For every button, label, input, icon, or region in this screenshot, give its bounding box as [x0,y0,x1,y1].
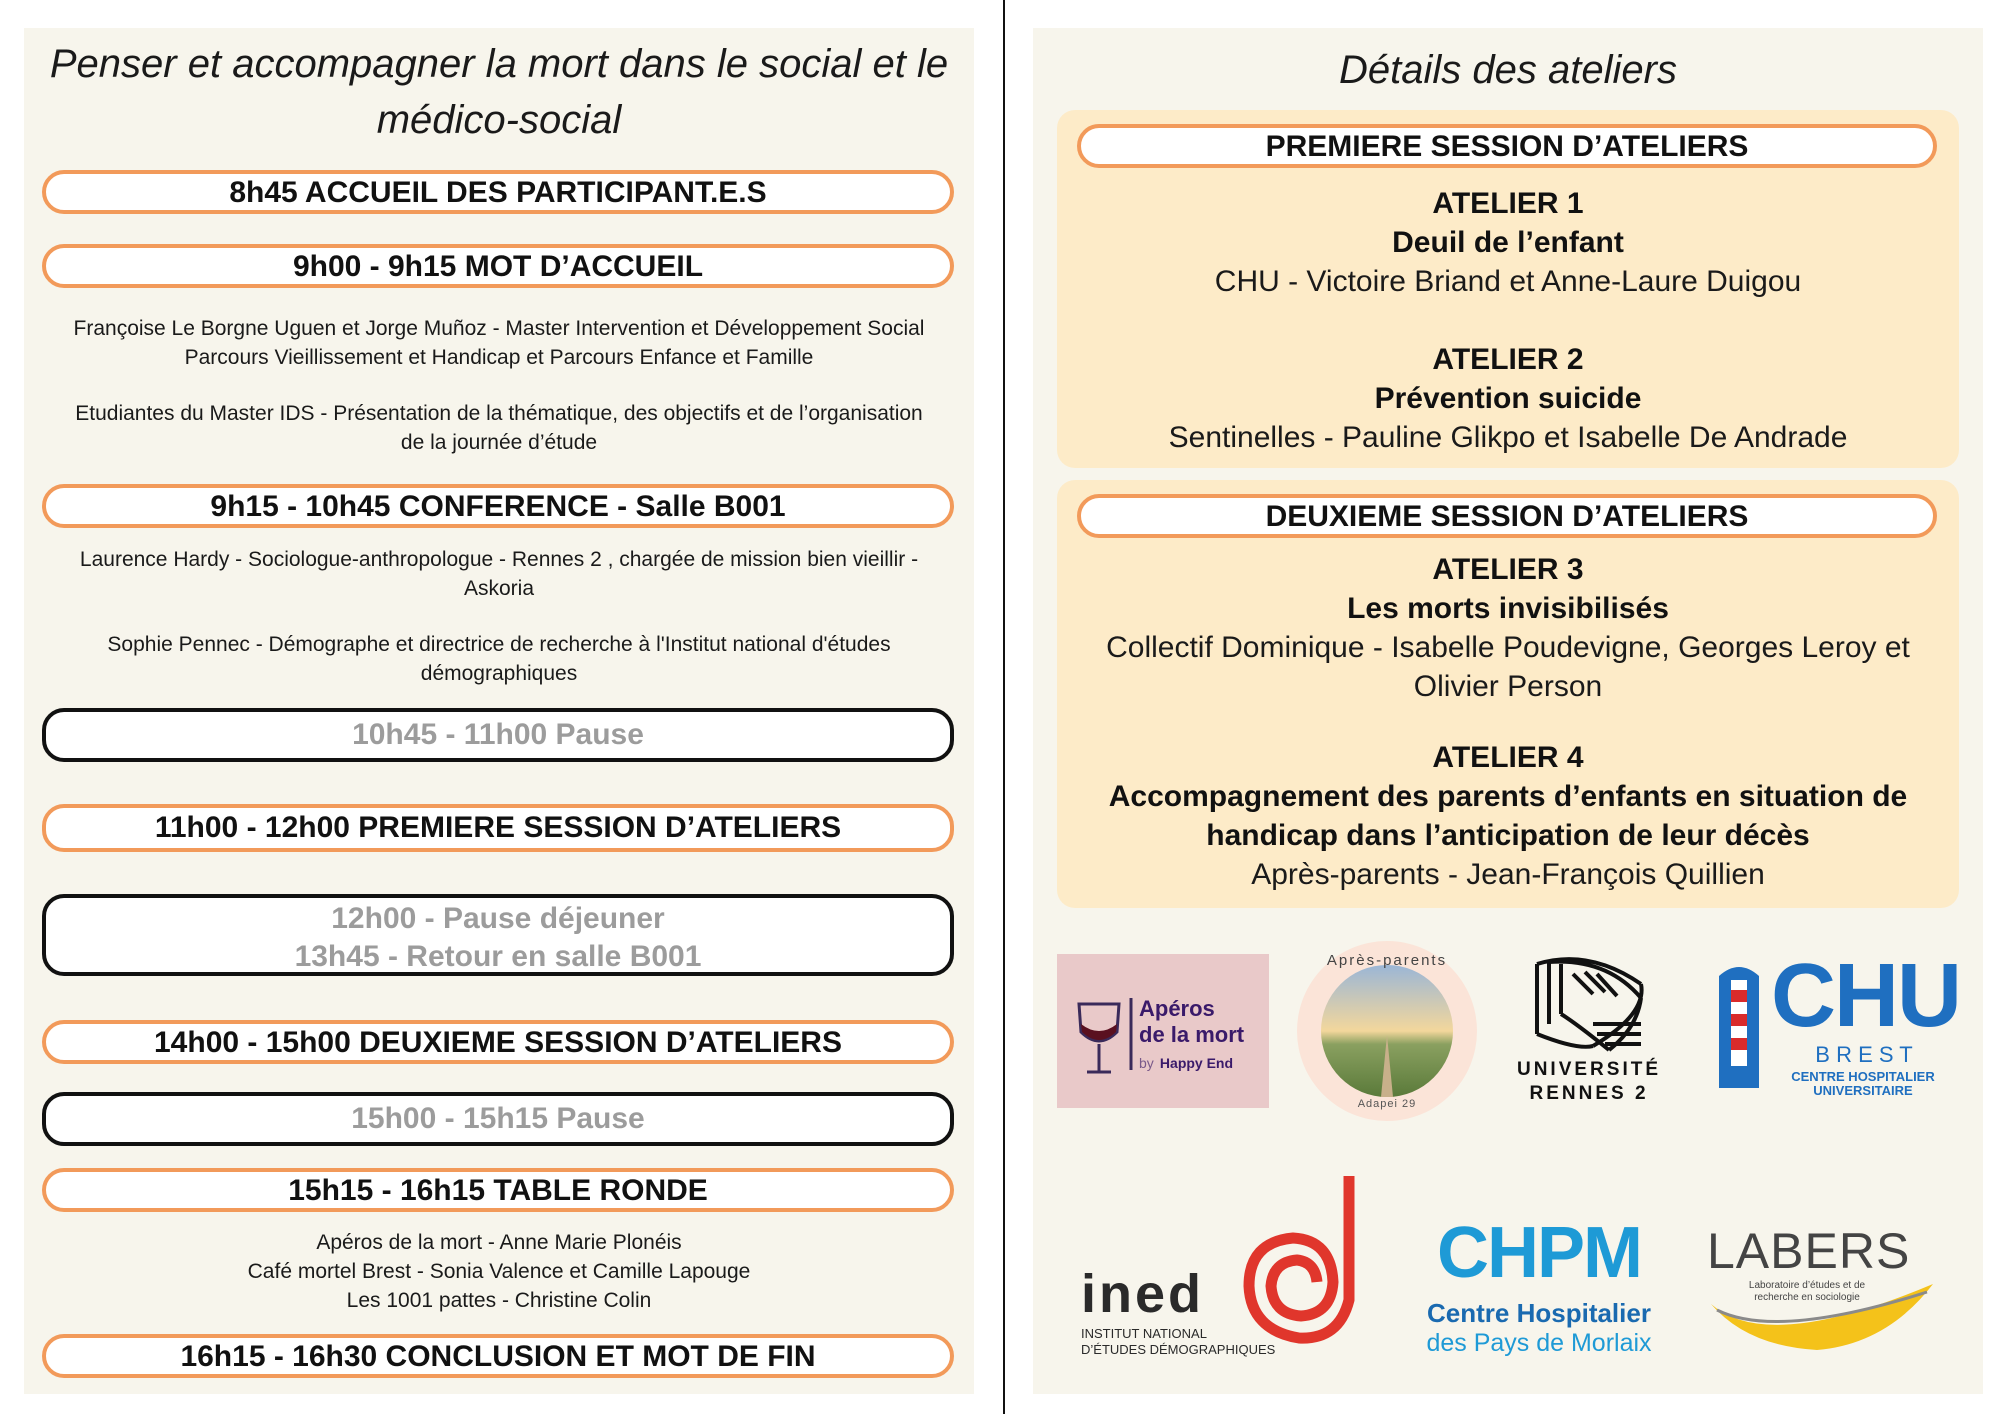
chpm-line2: des Pays de Morlaix [1426,1329,1652,1357]
schedule-label: 15h00 - 15h15 Pause [351,1102,645,1135]
atelier-number: ATELIER 2 [1432,343,1584,376]
atelier-number: ATELIER 4 [1432,741,1584,774]
rennes-2-mark [1497,954,1681,1058]
schedule-label: 11h00 - 12h00 PREMIERE SESSION D’ATELIERS [154,811,842,844]
lighthouse-icon [1711,958,1767,1094]
session-label-text: PREMIERE SESSION D’ATELIERS [1265,130,1749,163]
detail-line: Etudiantes du Master IDS - Présentation de la thématique, des objectifs et de l’organisation [75,402,923,425]
session-label-first [1077,124,1937,168]
schedule-item-round-table [42,1168,954,1212]
session-box-second [1057,480,1959,908]
atelier-topic: Prévention suicide [1374,382,1642,415]
atelier-2 [1057,340,1959,457]
chu-line1: CENTRE HOSPITALIER [1791,1069,1935,1084]
chu-city: B R E S T [1815,1042,1913,1067]
detail-line: de la journée d’étude [400,431,598,454]
schedule-item-lunch [42,894,954,976]
atelier-speakers: Olivier Person [1413,670,1603,703]
aperos-de-la-mort-logo [1057,954,1269,1108]
atelier-speakers: Collectif Dominique - Isabelle Poudevigne, Georges Leroy et [1106,631,1910,664]
schedule-item-opening [42,244,954,288]
chpm-logo [1411,1213,1667,1374]
detail-line: Café mortel Brest - Sonia Valence et Camille Lapouge [247,1260,751,1283]
atelier-speakers: Après-parents - Jean-François Quillien [1251,858,1765,891]
rennes2-line2: RENNES 2 [1529,1083,1649,1104]
schedule-label: 13h45 - Retour en salle B001 [294,940,702,973]
labers-line2: recherche en sociologie [1754,1292,1860,1303]
detail-line: Askoria [463,577,535,600]
atelier-speakers: Sentinelles - Pauline Glikpo et Isabelle De Andrade [1168,421,1848,454]
session-label-text: DEUXIEME SESSION D’ATELIERS [1265,500,1749,533]
atelier-number: ATELIER 1 [1432,187,1584,220]
schedule-label: 8h45 ACCUEIL DES PARTICIPANT.E.S [229,176,767,209]
atelier-topic: handicap dans l’anticipation de leur décès [1206,819,1810,852]
program-panel [24,28,974,1394]
aperos-line2: de la mort [1139,1022,1245,1047]
detail-line: Sophie Pennec - Démographe et directrice de recherche à l'Institut national d'études [107,633,891,656]
ined-logo [1081,1170,1371,1360]
detail-line: Françoise Le Borgne Uguen et Jorge Muñoz - Master Intervention et Développement Social [73,317,925,340]
detail-line: démographiques [420,662,578,685]
ined-spiral-icon [1239,1170,1369,1346]
schedule-label: 14h00 - 15h00 DEUXIEME SESSION D’ATELIERS [154,1026,842,1059]
labers-mark: LABERS [1707,1223,1911,1279]
schedule-label: 10h45 - 11h00 Pause [352,718,644,751]
ined-mark: ined [1081,1264,1205,1324]
aperos-line1: Apéros [1139,996,1215,1021]
chpm-mark: CHPM [1437,1213,1641,1293]
aperos-by: by [1139,1055,1154,1071]
atelier-number: ATELIER 3 [1432,553,1584,586]
rennes2-line1: UNIVERSITÉ [1516,1059,1662,1080]
chu-mark: CHU [1771,946,1960,1046]
opening-details [24,314,974,457]
chpm-line1: Centre Hospitalier [1427,1298,1651,1328]
atelier-speakers: CHU - Victoire Briand et Anne-Laure Duigou [1214,265,1802,298]
schedule-label: 9h00 - 9h15 MOT D’ACCUEIL [292,250,704,283]
workshops-title-text: Détails des ateliers [1339,48,1677,92]
schedule-item-break-2 [42,1092,954,1146]
detail-line: Les 1001 pattes - Christine Colin [346,1289,652,1312]
apres-parents-logo [1295,940,1479,1122]
labers-line1: Laboratoire d’études et de [1748,1280,1866,1291]
schedule-label: 15h15 - 16h15 TABLE RONDE [288,1174,708,1207]
apres-parents-name: Après-parents [1326,952,1448,969]
schedule-item-break-1 [42,708,954,762]
apres-parents-adapei: Adapei 29 [1357,1098,1417,1110]
detail-line: Laurence Hardy - Sociologue-anthropologue - Rennes 2 , chargée de mission bien vieillir - [79,548,919,571]
labers-logo [1707,1224,1943,1374]
atelier-topic: Accompagnement des parents d’enfants en situation de [1108,780,1908,813]
schedule-label: 12h00 - Pause déjeuner [331,902,665,935]
workshops-panel [1033,28,1983,1394]
atelier-4 [1057,738,1959,894]
schedule-item-first-session [42,804,954,852]
session-label-second [1077,494,1937,538]
detail-line: Parcours Vieillissement et Handicap et Parcours Enfance et Famille [184,346,814,369]
chu-line2: UNIVERSITAIRE [1813,1083,1913,1098]
atelier-topic: Deuil de l’enfant [1392,226,1624,259]
schedule-item-conclusion [42,1334,954,1378]
aperos-brand: Happy End [1159,1055,1234,1071]
schedule-label: 9h15 - 10h45 CONFERENCE - Salle B001 [210,490,786,523]
round-table-details [24,1228,974,1315]
program-title [24,36,974,148]
chu-brest-logo [1711,946,1960,1108]
session-box-first [1057,110,1959,468]
program-title-text: Penser et accompagner la mort dans le social et le médico-social [49,42,949,142]
detail-line: Apéros de la mort - Anne Marie Plonéis [316,1231,682,1254]
schedule-label: 16h15 - 16h30 CONCLUSION ET MOT DE FIN [180,1340,816,1373]
ined-line1: INSTITUT NATIONAL [1081,1326,1207,1341]
conference-details [24,545,974,688]
atelier-3 [1057,550,1959,706]
workshops-title [1033,42,1983,98]
atelier-topic: Les morts invisibilisés [1347,592,1669,625]
schedule-item-conference [42,484,954,528]
labers-swoosh-icon [1707,1284,1943,1364]
schedule-item-second-session [42,1020,954,1064]
atelier-1 [1057,184,1959,301]
universite-rennes-2-logo [1497,954,1681,1104]
schedule-item-welcome [42,170,954,214]
column-divider [1003,0,1005,1414]
ined-line2: D’ÉTUDES DÉMOGRAPHIQUES [1081,1342,1276,1357]
